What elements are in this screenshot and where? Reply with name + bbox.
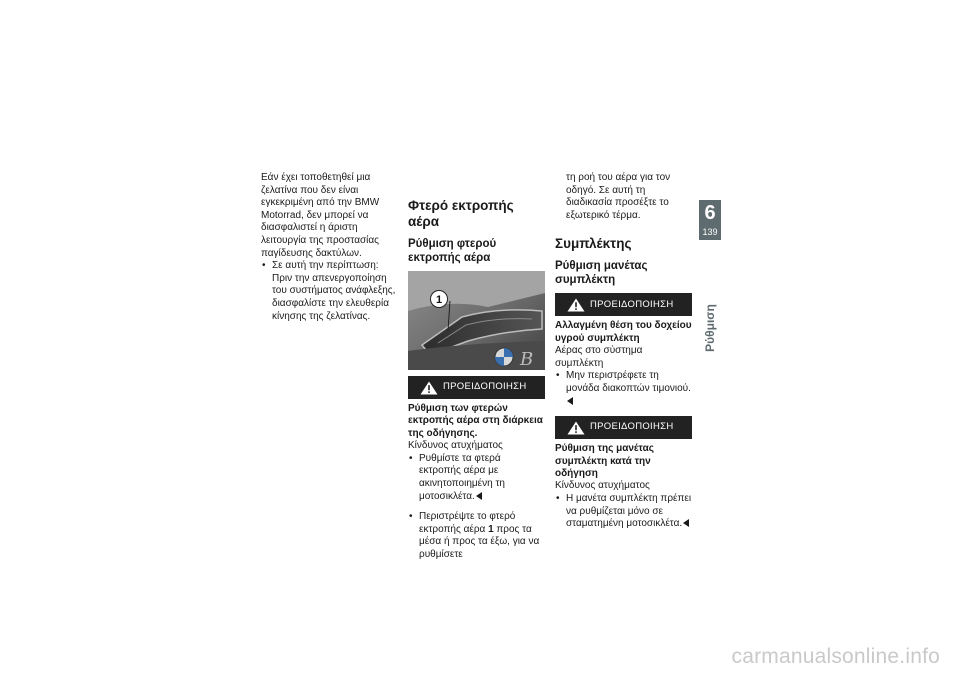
svg-text:B: B — [520, 349, 534, 370]
step-text-before: Περιστρέψτε το φτερό εκτροπής αέρα — [419, 511, 516, 535]
page-number: 139 — [702, 227, 718, 237]
section-title-clutch: Συμπλέκτης — [555, 236, 632, 252]
column-left — [261, 172, 399, 328]
subsection-title-clutch-lever: Ρύθμιση μανέτας συμπλέκτη — [555, 260, 648, 286]
warning-bar — [408, 376, 545, 399]
step-ref-number: 1 — [488, 523, 494, 535]
deflector-photo — [408, 271, 545, 370]
warning-bar-1 — [555, 293, 692, 316]
motorcycle-fairing-image — [408, 271, 545, 370]
warning2-bullet-list — [555, 493, 692, 531]
warning-triangle-icon — [420, 381, 438, 395]
warning2-bullet-text: Η μανέτα συμπλέκτη πρέπει να ρυθμίζεται μόνο σε σταματημένη μοτοσικλέτα. — [566, 492, 692, 530]
warning-text: Κίνδυνος ατυχήματος — [408, 440, 503, 452]
subsection-title-adjust-deflector: Ρύθμιση φτερού εκτροπής αέρα — [408, 238, 497, 264]
warning-bullet-text: Ρυθμίστε τα φτερά εκτροπής αέρα με ακινητοποιημένη τη μοτοσικλέτα. — [419, 452, 505, 502]
chapter-number: 6 — [704, 202, 716, 224]
warning-triangle-icon — [567, 421, 585, 435]
section-title-wind-deflector: Φτερό εκτροπής αέρα — [408, 198, 514, 229]
chapter-side-label — [700, 298, 720, 358]
step-text-after: προς τα μέσα ή προς τα έξω, για να ρυθμίσετε — [419, 523, 540, 560]
warning-bullet — [408, 453, 545, 503]
bullet-list — [261, 260, 399, 323]
warning1-bullet-text: Μην περιστρέφετε τη μονάδα διακοπτών τιμονιού. — [566, 370, 691, 394]
column-middle — [408, 198, 545, 567]
warning-bullet-list — [408, 453, 545, 562]
continuation-text: τη ροή του αέρα για τον οδηγό. Σε αυτή τη διαδικασία προσέξτε το εξωτερικό τέρμα. — [566, 172, 671, 221]
warning-bar-2 — [555, 416, 692, 439]
warning2-text: Κίνδυνος ατυχήματος — [555, 480, 650, 492]
step-bullet — [408, 511, 545, 561]
watermark: carmanualsonline.info — [731, 645, 940, 668]
end-mark-icon — [683, 519, 689, 527]
warning2-bullet — [555, 493, 692, 531]
bullet-item: • Σε αυτή την περίπτωση: Πριν την απενεργοποίηση του συστήματος ανάφλεξης, διασφαλίστε την ελευθερία κίνησης της ζελατίνας. — [261, 260, 399, 323]
warning-label: ΠΡΟΕΙΔΟΠΟΙΗΣΗ — [443, 381, 527, 393]
warning1-title: Αλλαγμένη θέση του δοχείου υγρού συμπλέκτη — [555, 320, 692, 344]
column-right — [555, 172, 692, 536]
warning-label: ΠΡΟΕΙΔΟΠΟΙΗΣΗ — [590, 421, 674, 433]
warning1-bullet — [555, 370, 692, 408]
warning-label: ΠΡΟΕΙΔΟΠΟΙΗΣΗ — [590, 298, 674, 310]
paragraph-windshield-note: Εάν έχει τοποθετηθεί μια ζελατίνα που δεν είναι εγκεκριμένη από την BMW Motorrad, δεν μπορεί να διασφαλιστεί η άριστη λειτουργία της προστασίας παγίδευσης δακτύλων. — [261, 172, 380, 259]
warning2-title: Ρύθμιση της μανέτας συμπλέκτη κατά την οδήγηση — [555, 443, 654, 479]
warning-title: Ρύθμιση των φτερών εκτροπής αέρα στη διάρκεια της οδήγησης. — [408, 403, 543, 439]
warning1-text: Αέρας στο σύστημα συμπλέκτη — [555, 345, 643, 369]
end-mark-icon — [567, 397, 573, 405]
chapter-label: Ρύθμιση — [703, 304, 717, 352]
warning-triangle-icon — [567, 298, 585, 312]
end-mark-icon — [476, 492, 482, 500]
warning1-bullet-list — [555, 370, 692, 408]
photo-callout-1: 1 — [435, 294, 443, 306]
